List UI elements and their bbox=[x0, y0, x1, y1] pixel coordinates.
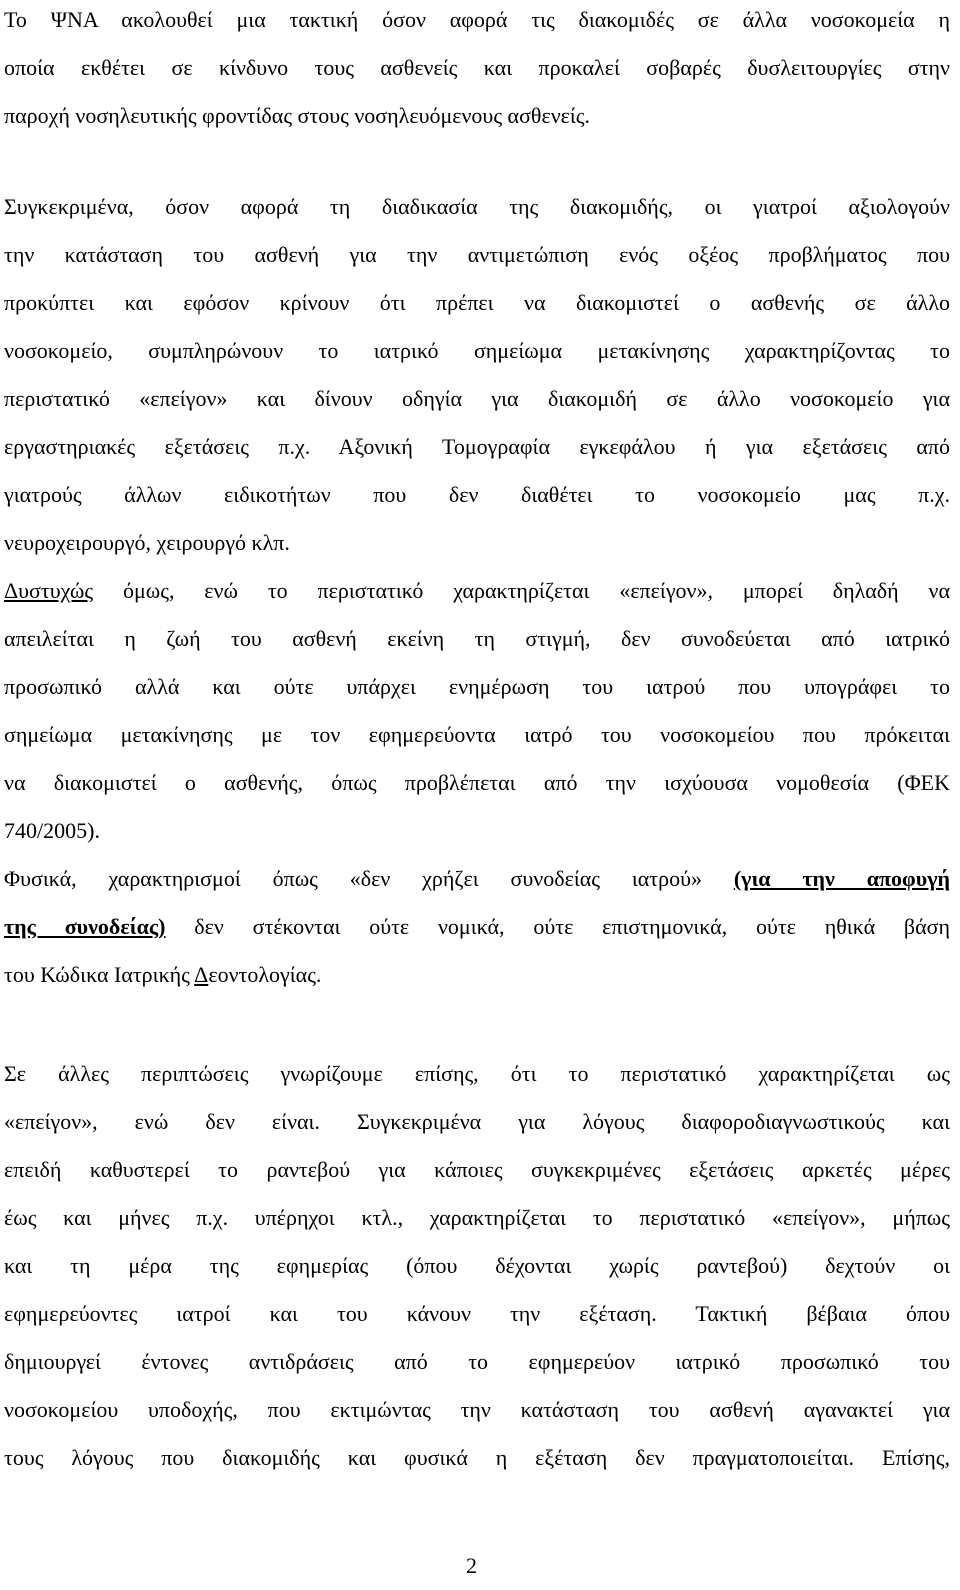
paragraph-5-line-3: επειδή καθυστερεί το ραντεβού για κάποιες συγκεκριμένες εξετάσεις αρκετές μέρες bbox=[4, 1157, 950, 1182]
paragraph-2-line-6: εργαστηριακές εξετάσεις π.χ. Αξονική Τομογραφία εγκεφάλου ή για εξετάσεις από bbox=[4, 434, 950, 459]
paragraph-5-line-9: τους λόγους που διακομιδής και φυσικά η εξέταση δεν πραγματοποιείται. Επίσης, bbox=[4, 1445, 950, 1470]
paragraph-2-line-3: προκύπτει και εφόσον κρίνουν ότι πρέπει να διακομιστεί ο ασθενής σε άλλο bbox=[4, 290, 950, 315]
paragraph-5-line-6: εφημερεύοντες ιατροί και του κάνουν την εξέταση. Τακτική βέβαια όπου bbox=[4, 1301, 950, 1326]
paragraph-2-line-7: γιατρούς άλλων ειδικοτήτων που δεν διαθέτει το νοσοκομείο μας π.χ. bbox=[4, 482, 950, 507]
paragraph-3-line-5: να διακομιστεί ο ασθενής, όπως προβλέπεται από την ισχύουσα νομοθεσία (ΦΕΚ bbox=[4, 770, 950, 795]
paragraph-3-line-1-text: όμως, ενώ το περιστατικό χαρακτηρίζεται «επείγον», μπορεί δηλαδή να bbox=[93, 578, 950, 603]
paragraph-5-line-4: έως και μήνες π.χ. υπέρηχοι κτλ., χαρακτηρίζεται το περιστατικό «επείγον», μήπως bbox=[4, 1205, 950, 1230]
paragraph-3-line-4: σημείωμα μετακίνησης με τον εφημερεύοντα ιατρό του νοσοκομείου που πρόκειται bbox=[4, 722, 950, 747]
paragraph-4-line-3-text: του Κώδικα Ιατρικής bbox=[4, 962, 195, 987]
paragraph-5-line-5: και τη μέρα της εφημερίας (όπου δέχονται χωρίς ραντεβού) δεχτούν οι bbox=[4, 1253, 950, 1278]
paragraph-4-line-1 bbox=[4, 855, 950, 903]
paragraph-3-line-2: απειλείται η ζωή του ασθενή εκείνη τη στιγμή, δεν συνοδεύεται από ιατρικό bbox=[4, 626, 950, 651]
paragraph-5-line-7: δημιουργεί έντονες αντιδράσεις από το εφημερεύον ιατρικό προσωπικό του bbox=[4, 1349, 950, 1374]
paragraph-1-line-3: παροχή νοσηλευτικής φροντίδας στους νοσηλευόμενους ασθενείς. bbox=[4, 103, 591, 128]
paragraph-2-line-1: Συγκεκριμένα, όσον αφορά τη διαδικασία της διακομιδής, οι γιατροί αξιολογούν bbox=[4, 194, 950, 219]
paragraph-4-line-2 bbox=[4, 903, 950, 951]
paragraph-4-emphasis-end: της συνοδείας) bbox=[4, 914, 166, 939]
page-number: 2 bbox=[466, 1553, 477, 1578]
paragraph-4-line-2-text: δεν στέκονται ούτε νομικά, ούτε επιστημονικά, ούτε ηθικά βάση bbox=[165, 914, 951, 939]
paragraph-3-first-word: Δυστυχώς bbox=[4, 578, 94, 603]
paragraph-3-line-6: 740/2005). bbox=[4, 818, 100, 843]
paragraph-4-underlined-letter: Δ bbox=[194, 962, 209, 987]
paragraph-5-line-2: «επείγον», ενώ δεν είναι. Συγκεκριμένα για λόγους διαφοροδιαγνωστικούς και bbox=[4, 1109, 950, 1134]
paragraph-2-line-8: νευροχειρουργό, χειρουργό κλπ. bbox=[4, 530, 290, 555]
paragraph-4-line-3-rest: εοντολογίας. bbox=[208, 962, 322, 987]
paragraph-2-line-5: περιστατικό «επείγον» και δίνουν οδηγία για διακομιδή σε άλλο νοσοκομείο για bbox=[4, 386, 950, 411]
paragraph-1-line-2: οποία εκθέτει σε κίνδυνο τους ασθενείς και προκαλεί σοβαρές δυσλειτουργίες στην bbox=[4, 55, 950, 80]
paragraph-4-line-1-text: Φυσικά, χαρακτηρισμοί όπως «δεν χρήζει συνοδείας ιατρού» bbox=[4, 866, 734, 891]
paragraph-2-line-4: νοσοκομείο, συμπληρώνουν το ιατρικό σημείωμα μετακίνησης χαρακτηρίζοντας το bbox=[4, 338, 950, 363]
paragraph-5-line-8: νοσοκομείου υποδοχής, που εκτιμώντας την κατάσταση του ασθενή αγανακτεί για bbox=[4, 1397, 950, 1422]
paragraph-1-line-1: Το ΨΝΑ ακολουθεί μια τακτική όσον αφορά τις διακομιδές σε άλλα νοσοκομεία η bbox=[4, 7, 950, 32]
paragraph-4-line-3 bbox=[4, 951, 950, 999]
paragraph-3-line-1 bbox=[4, 567, 950, 615]
paragraph-5-line-1: Σε άλλες περιπτώσεις γνωρίζουμε επίσης, ότι το περιστατικό χαρακτηρίζεται ως bbox=[4, 1061, 950, 1086]
paragraph-2-line-2: την κατάσταση του ασθενή για την αντιμετώπιση ενός οξέος προβλήματος που bbox=[4, 242, 950, 267]
paragraph-3-line-3: προσωπικό αλλά και ούτε υπάρχει ενημέρωση του ιατρού που υπογράφει το bbox=[4, 674, 950, 699]
paragraph-4-emphasis-start: (για την αποφυγή bbox=[733, 866, 950, 891]
